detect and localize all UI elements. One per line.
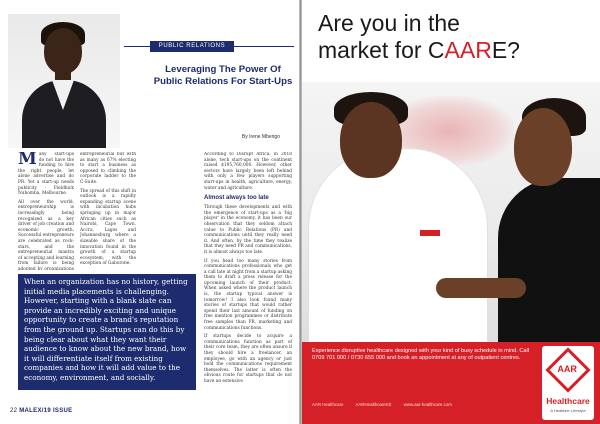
handshake [436,278,526,298]
headline-text: E? [491,37,520,63]
ad-photo [302,82,600,342]
article-column-3 [204,152,292,402]
ad-body-copy: Experience disruptive healthcare designed with your kind of busy schedule in mind. Call 0709 701 000 / 0730 655 000 and book an appointment at any of outpatient centres. [312,348,530,362]
logo-tagline: A Healthier Lifestyle [550,408,586,413]
facebook-handle: AAR Healthcare [312,402,344,407]
paragraph: any start-ups do not have the funding to hire the right people, let alone advertise and do PR. Yet a start-up needs publicity - Fieldhick Nubomba, Melbourne. [18,152,74,197]
drop-cap: M [18,152,37,169]
advertisement-page [302,0,600,424]
paragraph: If startups decide to acquire a communications function as part of their core team, they are often unsure if they should hire a freelancer, an employee, go with an agency or just hold the communications requirement themselves. The latter is often the obvious route for startups that do not have an extensive [204,334,292,384]
author-face [44,28,82,74]
ad-footer-band [302,342,600,424]
pull-quote: When an organization has no history, getting initial media placements is challenging. However, starting with a blank slate can provide an incredibly exciting and unique opportunity to create a brand's reputation from the ground up. Startups can do this by being clear about what they want their audience to know about the new brand, how it will differentiate itself from existing companies and how it will add value to the economy, environment, and socially. [18,274,196,390]
paragraph: According to Disrupt Africa, in 2018 alone, tech start-ups on the continent raised $195,760,000. However, other sectors have largely been left behind with only a few players supporting start-ups in health, agriculture, energy, water and agriculture. [204,152,292,191]
section-tag: PUBLIC RELATIONS [150,41,234,52]
paragraph: All over the world, entrepreneurship is increasingly being recognized as a key driver of job creation and economic growth. Successful entrepreneurs are celebrated as rock-stars, and the entrepreneurial mantra of accepting and learning from failure is being adopted by organizations [18,199,74,270]
subheading: Almost always too late [204,195,269,202]
article-column-1 [18,152,74,270]
logo-mark-text: AAR [557,364,577,375]
article-column-2 [80,152,136,270]
ad-headline-line-1: Are you in the [318,10,460,36]
paragraph: If you head too many stories from communications professionals who get a call late at night from a startup asking them to draft a press release for the upcoming launch of their product. When asked where the product launch is, the startup typical answer is tomorrow! I also look found many stories of startups that would rather spend their last amount of funding on free mention programmes or distribute free samples than PR, marketing and communications functions. [204,258,292,331]
headline-brand-highlight: AAR [444,37,492,63]
page-number: 22 [10,408,18,414]
author-photo [8,14,120,148]
nurse-name-badge [420,230,440,236]
paragraph: The spread of this shift in outlook is a rapidly expanding startup scene with incubation hubs springing up in major African cities such as Nairobi, Cape Town, Accra, Lagos and Johannesburg where a sizeable share of the innovation found in the growth of a startup ecosystem, with the exception of Gaborone. [80,188,136,267]
paragraph: entrepreneurial but with as many as 67% electing to start a business as opposed to climbing the corporate ladder to the C-Suite. [80,152,136,185]
issue-label: MALEX/19 ISSUE [19,408,73,414]
patient-face [514,108,572,186]
page-footer [10,408,72,414]
aar-diamond-icon [545,347,590,392]
article-headline: Leveraging The Power Of Public Relations For Start-Ups [153,64,293,87]
social-links [312,402,534,407]
aar-logo [542,346,594,420]
paragraph: Through these developments and with the emergence of start-ups as a 'big player' in the economy, it has been our observation that they seldom attach value to Public Relations (PR) and communications until they really need it. And often, by the time they realize that they need PR and communications, it is almost always too late. [204,205,292,255]
ad-header [302,0,600,82]
headline-text: market for C [318,37,445,63]
ad-headline [318,10,588,64]
logo-name: Healthcare [546,396,590,406]
nurse-uniform [308,148,488,342]
ad-headline-line-2 [318,37,588,64]
twitter-handle: AARHealthcareKE [355,402,392,407]
patient-jacket [498,178,600,342]
article-byline: By Irene Mbengo [241,134,280,140]
website-link: www.aar-healthcare.com [403,402,452,407]
nurse-face [340,102,402,178]
